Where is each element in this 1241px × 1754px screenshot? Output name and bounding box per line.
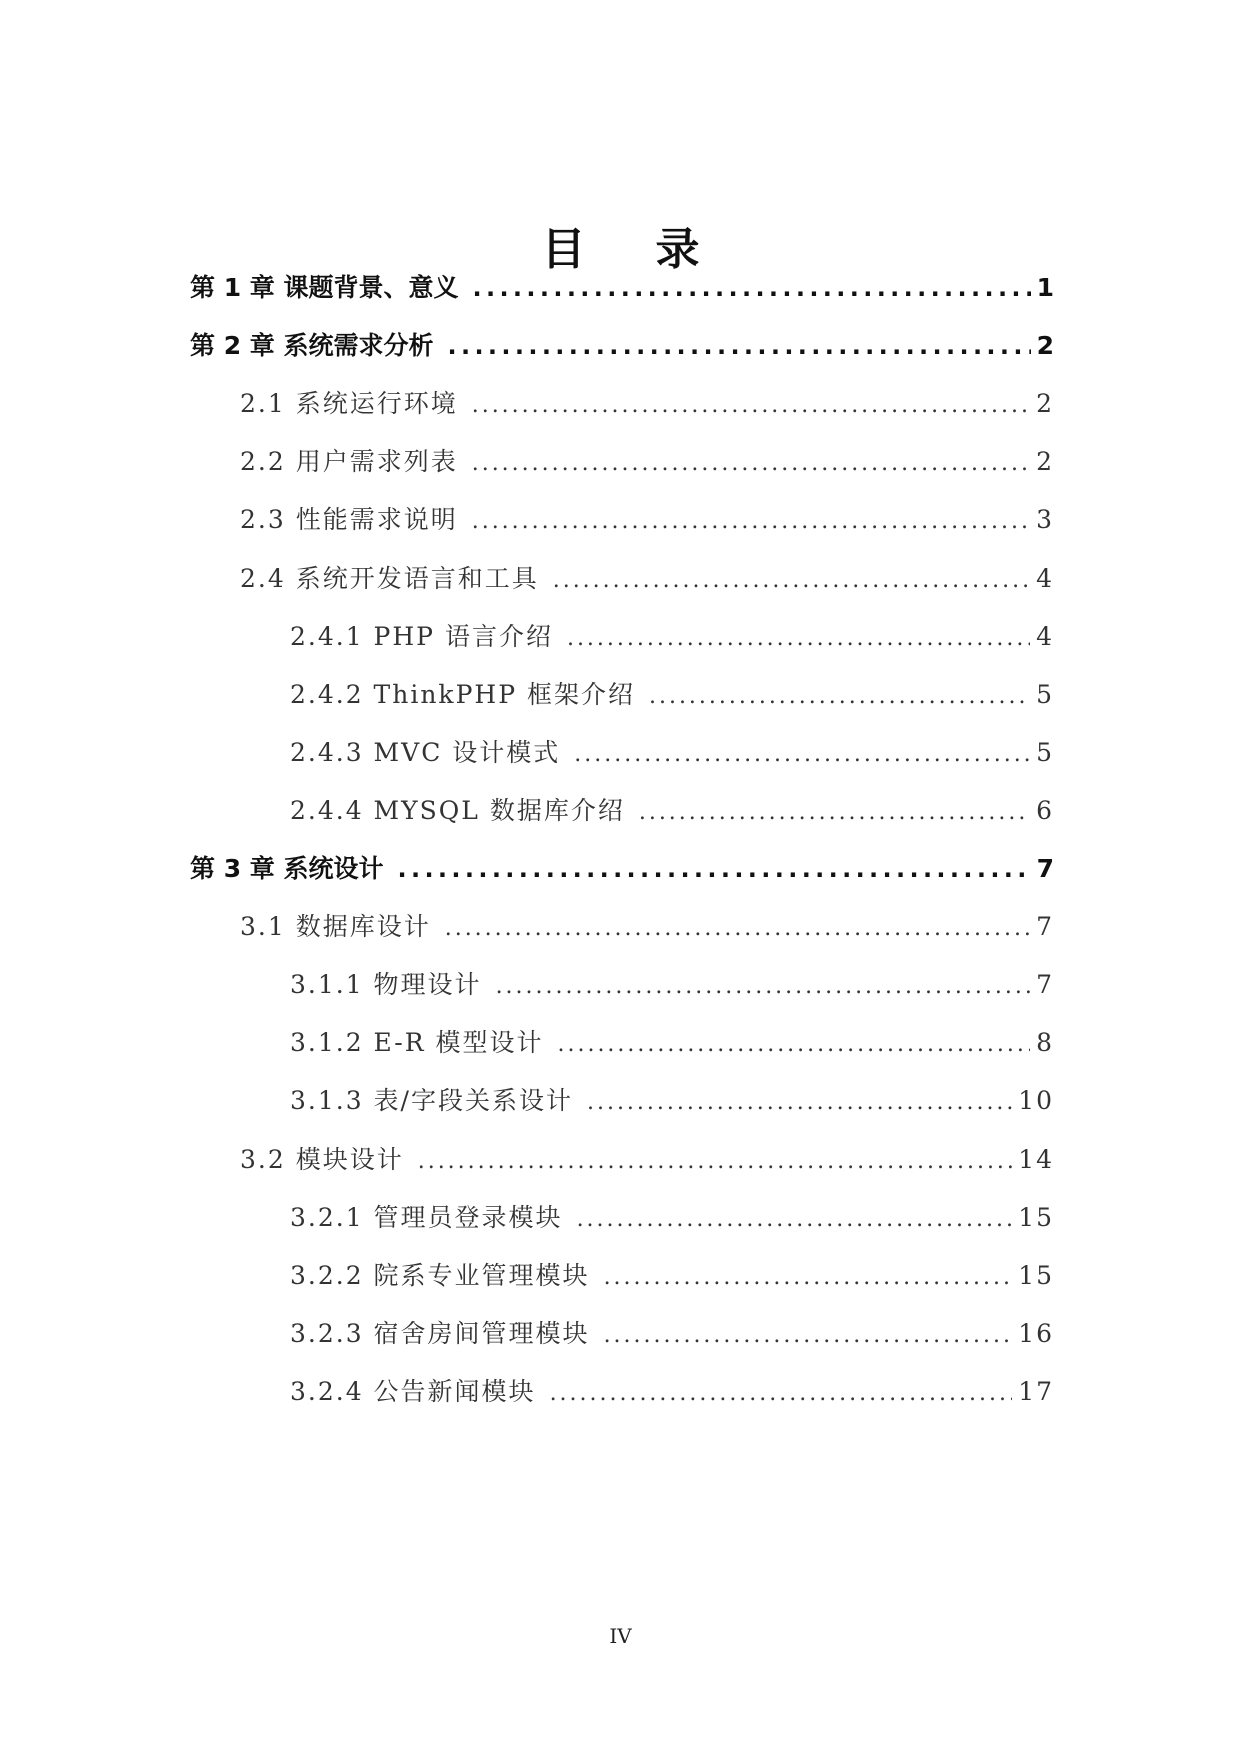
toc-entry-page: 5	[1036, 680, 1054, 709]
page-number: IV	[609, 1624, 632, 1648]
toc-entry[interactable]	[0, 1025, 1241, 1061]
toc-entry[interactable]	[0, 967, 1241, 1003]
toc-entry-label: 2.4.3 MVC 设计模式	[290, 738, 561, 767]
dot-leader	[639, 795, 1030, 831]
toc-entry-label: 3.2.1 管理员登录模块	[290, 1203, 563, 1232]
toc-entry-page: 7	[1036, 970, 1054, 999]
toc-entry-label: 第 3 章 系统设计	[190, 854, 384, 883]
toc-entry-page: 3	[1036, 505, 1054, 534]
toc-entry-label: 3.1.2 E-R 模型设计	[290, 1028, 544, 1057]
toc-entry[interactable]	[0, 270, 1241, 306]
toc-entry-label: 3.1.3 表/字段关系设计	[290, 1086, 573, 1115]
dot-leader	[577, 1202, 1013, 1238]
toc-entry-label: 3.2 模块设计	[240, 1145, 404, 1174]
dot-leader	[496, 969, 1031, 1005]
toc-entry[interactable]	[0, 851, 1241, 887]
toc-entry-label: 第 2 章 系统需求分析	[190, 331, 434, 360]
toc-entry-label: 2.2 用户需求列表	[240, 447, 458, 476]
dot-leader	[587, 1085, 1012, 1121]
dot-leader	[553, 563, 1030, 599]
dot-leader	[418, 1144, 1012, 1180]
dot-leader	[649, 679, 1030, 715]
toc-entry-label: 3.1 数据库设计	[240, 912, 431, 941]
toc-entry[interactable]	[0, 1374, 1241, 1410]
toc-entry[interactable]	[0, 561, 1241, 597]
toc-entry[interactable]	[0, 1258, 1241, 1294]
dot-leader	[448, 328, 1031, 364]
toc-entry-page: 2	[1036, 447, 1054, 476]
toc-entry-page: 4	[1036, 622, 1054, 651]
dot-leader	[472, 504, 1030, 540]
dot-leader	[473, 270, 1031, 306]
toc-entry-page: 1	[1036, 273, 1054, 302]
toc-entry[interactable]	[0, 1083, 1241, 1119]
toc-title-left: 目	[541, 224, 586, 275]
toc-entry-page: 4	[1036, 564, 1054, 593]
toc-entry[interactable]	[0, 502, 1241, 538]
dot-leader	[550, 1376, 1013, 1412]
toc-entry-label: 2.1 系统运行环境	[240, 389, 458, 418]
toc-entry-page: 2	[1036, 331, 1054, 360]
toc-entry-label: 2.3 性能需求说明	[240, 505, 458, 534]
toc-entry[interactable]	[0, 444, 1241, 480]
toc-entry[interactable]	[0, 677, 1241, 713]
toc-entry-page: 7	[1036, 912, 1054, 941]
dot-leader	[472, 446, 1030, 482]
toc-entry-label: 2.4.1 PHP 语言介绍	[290, 622, 553, 651]
dot-leader	[472, 388, 1030, 424]
toc-entry-label: 3.2.3 宿舍房间管理模块	[290, 1319, 590, 1348]
dot-leader	[574, 737, 1030, 773]
toc-entry-page: 16	[1018, 1319, 1054, 1348]
toc-entry-page: 14	[1018, 1145, 1054, 1174]
toc-entry[interactable]	[0, 1316, 1241, 1352]
toc-entry-page: 8	[1036, 1028, 1054, 1057]
toc-entry-page: 17	[1018, 1377, 1054, 1406]
toc-entry-page: 10	[1018, 1086, 1054, 1115]
toc-entry-label: 3.1.1 物理设计	[290, 970, 482, 999]
dot-leader	[398, 851, 1031, 887]
toc-entry-label: 第 1 章 课题背景、意义	[190, 273, 459, 302]
toc-entry[interactable]	[0, 1142, 1241, 1178]
toc-entry[interactable]	[0, 328, 1241, 364]
toc-entry-page: 15	[1018, 1261, 1054, 1290]
toc-entry-page: 15	[1018, 1203, 1054, 1232]
toc-entry-page: 6	[1036, 796, 1054, 825]
toc-entry[interactable]	[0, 1200, 1241, 1236]
toc-entry-page: 7	[1036, 854, 1054, 883]
dot-leader	[604, 1260, 1013, 1296]
dot-leader	[445, 911, 1030, 947]
dot-leader	[604, 1318, 1013, 1354]
toc-entry-label: 2.4.4 MYSQL 数据库介绍	[290, 796, 625, 825]
dot-leader	[558, 1027, 1031, 1063]
toc-entry[interactable]	[0, 909, 1241, 945]
toc-entry-label: 2.4 系统开发语言和工具	[240, 564, 539, 593]
toc-entry-label: 3.2.2 院系专业管理模块	[290, 1261, 590, 1290]
toc-entry[interactable]	[0, 735, 1241, 771]
toc-entry[interactable]	[0, 793, 1241, 829]
toc-entry-label: 2.4.2 ThinkPHP 框架介绍	[290, 680, 635, 709]
toc-entry-page: 5	[1036, 738, 1054, 767]
toc-entry-label: 3.2.4 公告新闻模块	[290, 1377, 536, 1406]
toc-entry[interactable]	[0, 386, 1241, 422]
toc-entry[interactable]	[0, 619, 1241, 655]
toc-title-right: 录	[655, 224, 700, 275]
toc-entry-page: 2	[1036, 389, 1054, 418]
dot-leader	[567, 621, 1030, 657]
